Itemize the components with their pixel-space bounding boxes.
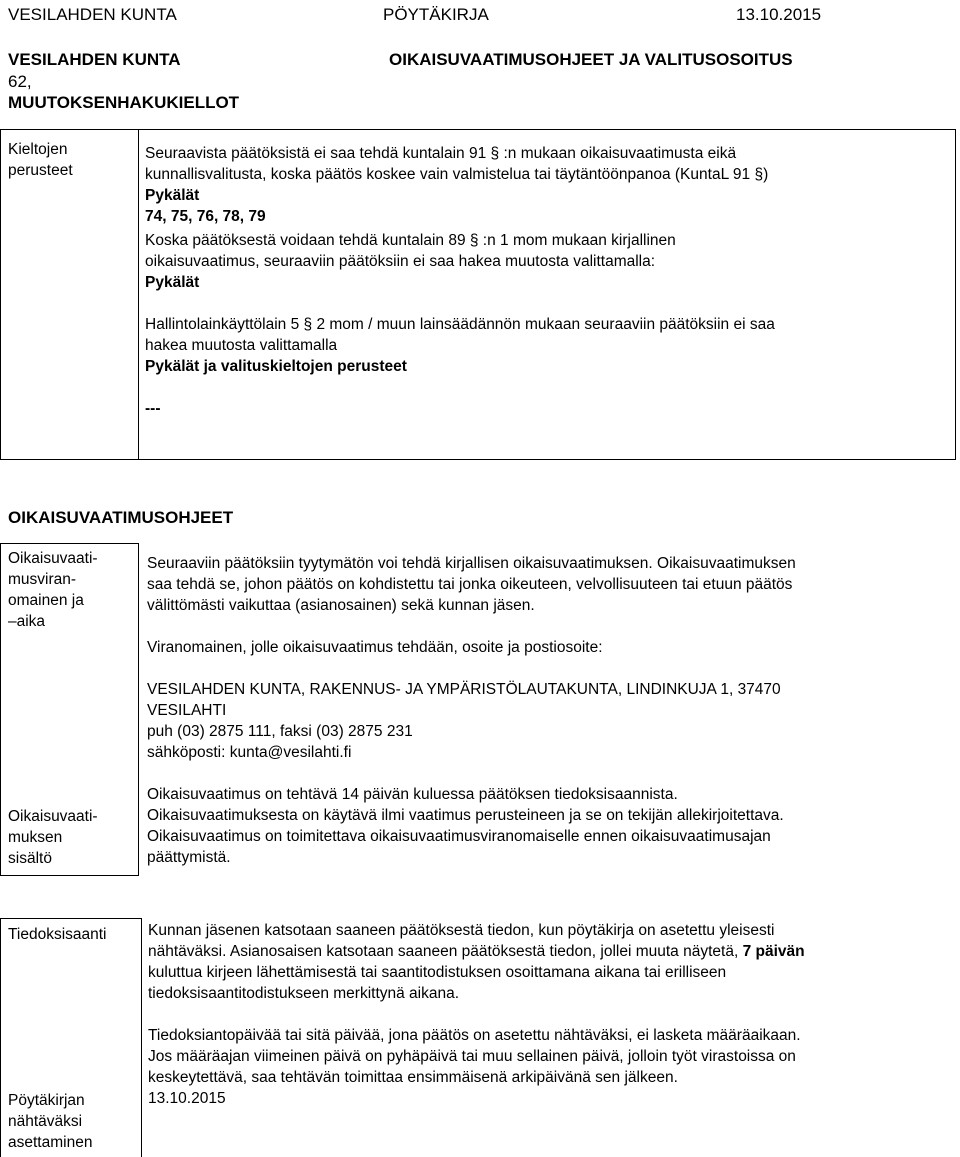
tiedoksisaanti-p2-line1: Tiedoksiantopäivää tai sitä päivää, jona päätös on asetettu nähtäväksi, ei lasketa määräaikaan. <box>148 1027 801 1044</box>
oikaisu-label1-line3: omainen ja <box>8 592 84 609</box>
poytakirja-label-line2: nähtäväksi <box>8 1113 83 1130</box>
kieltojen-label <box>8 139 73 181</box>
oikaisu-title: OIKAISUVAATIMUSOHJEET <box>8 508 234 527</box>
oikaisu-p5-line1: Oikaisuvaatimus on toimitettava oikaisuvaatimusviranomaiselle ennen oikaisuvaatimusajan <box>147 828 771 845</box>
oikaisu-p1-line1: Seuraaviin päätöksiin tyytymätön voi tehdä kirjallisen oikaisuvaatimuksen. Oikaisuvaatimuksen <box>147 555 796 572</box>
oikaisu-label2-line2: muksen <box>8 829 63 846</box>
oikaisu-address-phone: puh (03) 2875 111, faksi (03) 2875 231 <box>147 723 413 740</box>
header-date: 13.10.2015 <box>736 5 822 24</box>
kieltojen-p1-numbers: 74, 75, 76, 78, 79 <box>145 208 266 225</box>
kieltojen-p3-heading: Pykälät ja valituskieltojen perusteet <box>145 358 407 375</box>
oikaisu-label2-line1: Oikaisuvaati- <box>8 808 98 825</box>
kieltojen-p3-line2: hakea muutosta valittamalla <box>145 337 338 354</box>
oikaisu-label1 <box>8 548 98 632</box>
kieltojen-p3-dashes: --- <box>145 400 161 417</box>
tiedoksisaanti-p2-line3: keskeytettävä, saa tehtävän toimittaa ensimmäisenä arkipäivänä sen jälkeen. <box>148 1069 678 1086</box>
oikaisu-p4: Oikaisuvaatimuksesta on käytävä ilmi vaatimus perusteineen ja se on tekijän allekirjoitettava. <box>147 807 784 824</box>
kieltojen-p2-line1: Koska päätöksestä voidaan tehdä kuntalain 89 § :n 1 mom mukaan kirjallinen <box>145 232 676 249</box>
right-title: OIKAISUVAATIMUSOHJEET JA VALITUSOSOITUS <box>389 50 793 69</box>
oikaisu-label1-line2: musviran- <box>8 571 77 588</box>
oikaisu-address-line2: VESILAHTI <box>147 702 227 719</box>
kieltojen-p2-pykalat: Pykälät <box>145 274 200 291</box>
section-title: MUUTOKSENHAKUKIELLOT <box>8 93 240 112</box>
oikaisu-p5-line2: päättymistä. <box>147 849 231 866</box>
kieltojen-p3-line1: Hallintolainkäyttölain 5 § 2 mom / muun lainsäädännön mukaan seuraaviin päätöksiin ei saa <box>145 316 775 333</box>
tiedoksisaanti-p2-line2: Jos määräajan viimeinen päivä on pyhäpäivä tai muu sellainen päivä, jolloin työt virastoissa on <box>148 1048 796 1065</box>
kieltojen-p1-line2: kunnallisvalitusta, koska päätös koskee vain valmistelua tai täytäntöönpanoa (KuntaL 91 §) <box>145 166 769 183</box>
poytakirja-label-line1: Pöytäkirjan <box>8 1092 85 1109</box>
oikaisu-address-line1: VESILAHDEN KUNTA, RAKENNUS- JA YMPÄRISTÖLAUTAKUNTA, LINDINKUJA 1, 37470 <box>147 681 781 698</box>
tiedoksisaanti-7-days: 7 päivän <box>742 943 805 960</box>
kieltojen-label-line2: perusteet <box>8 162 73 179</box>
oikaisu-label2 <box>8 806 98 869</box>
kieltojen-p1-line1: Seuraavista päätöksistä ei saa tehdä kuntalain 91 § :n mukaan oikaisuvaatimusta eikä <box>145 145 737 162</box>
display-date: 13.10.2015 <box>148 1090 226 1107</box>
oikaisu-label2-line3: sisältö <box>8 850 52 867</box>
poytakirja-label-line3: asettaminen <box>8 1134 93 1151</box>
kieltojen-p2-line2: oikaisuvaatimus, seuraaviin päätöksiin ei saa hakea muutosta valittamalla: <box>145 253 656 270</box>
tiedoksisaanti-p1-line2 <box>148 941 954 962</box>
tiedoksisaanti-label: Tiedoksisaanti <box>8 926 107 943</box>
oikaisu-content <box>147 553 952 868</box>
oikaisu-p1-line3: välittömästi vaikuttaa (asianosainen) sekä kunnan jäsen. <box>147 597 535 614</box>
tiedoksisaanti-content <box>148 920 954 1109</box>
oikaisu-address-email: sähköposti: kunta@vesilahti.fi <box>147 744 352 761</box>
oikaisu-p1-line2: saa tehdä se, johon päätös on kohdistettu tai jonka oikeuteen, velvollisuuteen tai etuun päätös <box>147 576 793 593</box>
header-org: VESILAHDEN KUNTA <box>8 5 177 24</box>
tiedoksisaanti-p1-line4: tiedoksisaantitodistukseen merkittynä aikana. <box>148 985 460 1002</box>
kieltojen-p1-pykalat: Pykälät <box>145 187 200 204</box>
tiedoksisaanti-p1-line1: Kunnan jäsenen katsotaan saaneen päätöksestä tiedon, kun pöytäkirja on asetettu yleisesti <box>148 922 775 939</box>
oikaisu-p3: Oikaisuvaatimus on tehtävä 14 päivän kuluessa päätöksen tiedoksisaannista. <box>147 786 678 803</box>
poytakirja-label <box>8 1090 92 1153</box>
oikaisu-label1-line4: –aika <box>8 613 46 630</box>
oikaisu-label1-line1: Oikaisuvaati- <box>8 550 98 567</box>
subheader-org: VESILAHDEN KUNTA <box>8 50 181 69</box>
oikaisu-p2: Viranomainen, jolle oikaisuvaatimus tehdään, osoite ja postiosoite: <box>147 639 603 656</box>
kieltojen-label-line1: Kieltojen <box>8 141 68 158</box>
tiedoksisaanti-p1-line3: kuluttua kirjeen lähettämisestä tai saantitodistuksen osoittamana aikana tai erilliseen <box>148 964 727 981</box>
kieltojen-content <box>145 143 950 419</box>
tiedoksisaanti-p1-line2a: nähtäväksi. Asianosaisen katsotaan saaneen päätöksestä tiedon, jollei muuta näytetä, <box>148 943 743 960</box>
header-doc-type: PÖYTÄKIRJA <box>383 5 489 24</box>
section-number: 62, <box>8 72 32 91</box>
